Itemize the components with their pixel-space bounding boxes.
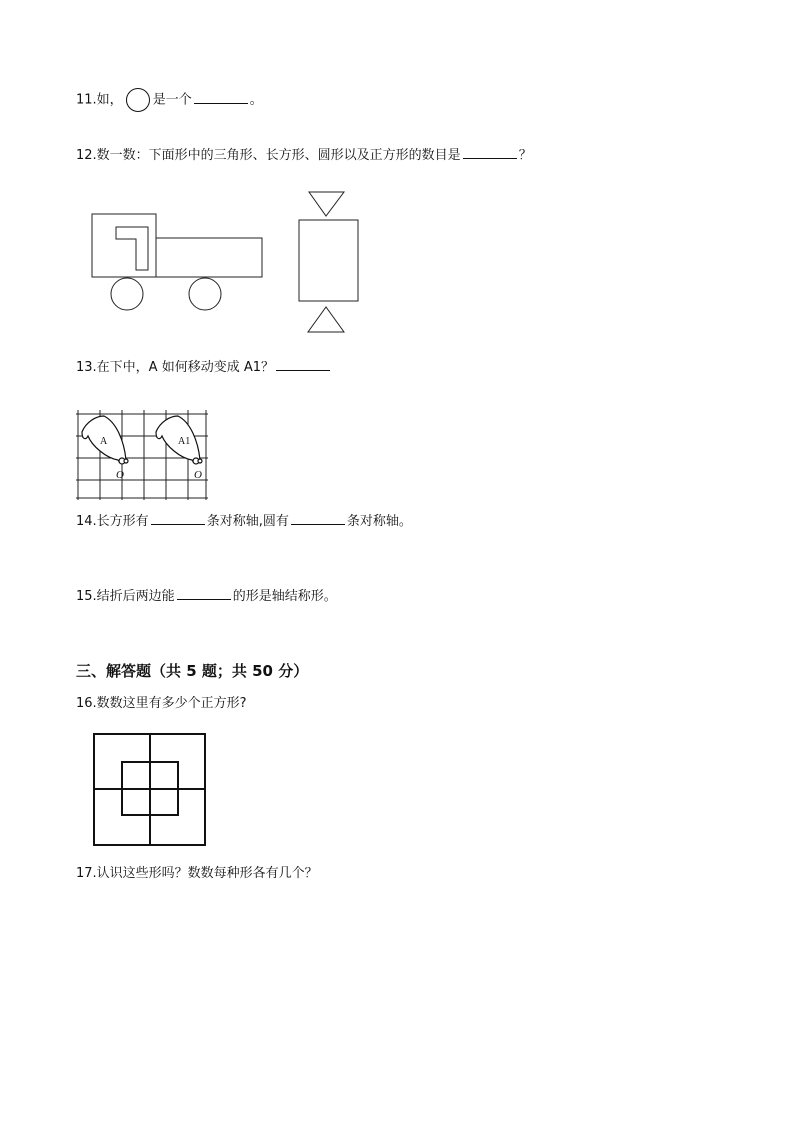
label-a: A <box>100 436 108 447</box>
q12-end: ？ <box>518 148 532 163</box>
wheel-right <box>189 278 221 310</box>
q12-answer-blank[interactable] <box>463 146 517 159</box>
q15-part1: 15.结折后两边能 <box>76 589 175 604</box>
question-11 <box>76 88 263 112</box>
q16-squares-figure <box>92 732 208 848</box>
tall-rectangle <box>299 220 358 301</box>
triangle-top <box>309 192 344 216</box>
q14-part2: 条对称轴,圆有 <box>206 514 289 529</box>
q14-blank-circle[interactable] <box>291 512 345 525</box>
question-13 <box>76 358 332 377</box>
triangle-bottom <box>308 307 344 332</box>
q13-answer-blank[interactable] <box>276 358 330 371</box>
q11-end: 。 <box>249 92 263 108</box>
q17-text: 17.认识这些形吗？数数每种形各有几个？ <box>76 866 318 881</box>
circle-shape-icon <box>126 88 150 112</box>
q12-text: 12.数一数：下面形中的三角形、长方形、圆形以及正方形的数目是 <box>76 148 461 163</box>
q16-text: 16.数数这里有多少个正方形? <box>76 696 247 711</box>
origin-label-right: O <box>194 469 202 481</box>
truck-cab <box>92 214 156 277</box>
q15-answer-blank[interactable] <box>177 587 231 600</box>
q11-answer-blank[interactable] <box>194 91 248 104</box>
q14-blank-rectangle[interactable] <box>151 512 205 525</box>
question-16 <box>76 695 247 713</box>
section-title: 三、解答题（共 5 题；共 50 分） <box>76 662 309 680</box>
q14-part1: 14.长方形有 <box>76 514 149 529</box>
wheel-left <box>111 278 143 310</box>
q14-part3: 条对称轴。 <box>346 514 412 529</box>
q12-figure <box>88 188 378 338</box>
question-17 <box>76 865 318 883</box>
question-15 <box>76 587 337 606</box>
q11-text: 是一个 <box>152 92 192 108</box>
question-12 <box>76 146 532 165</box>
q13-grid-figure <box>76 410 210 502</box>
truck-window <box>116 227 148 270</box>
q15-part2: 的形是轴结称形。 <box>232 589 337 604</box>
q13-text: 13.在下中，A 如何移动变成 A1？ <box>76 360 274 375</box>
truck-body <box>156 238 262 277</box>
label-a1: A1 <box>178 436 191 447</box>
origin-label-left: O <box>116 469 124 481</box>
q11-prefix: 11.如， <box>76 92 123 108</box>
question-14 <box>76 512 412 531</box>
